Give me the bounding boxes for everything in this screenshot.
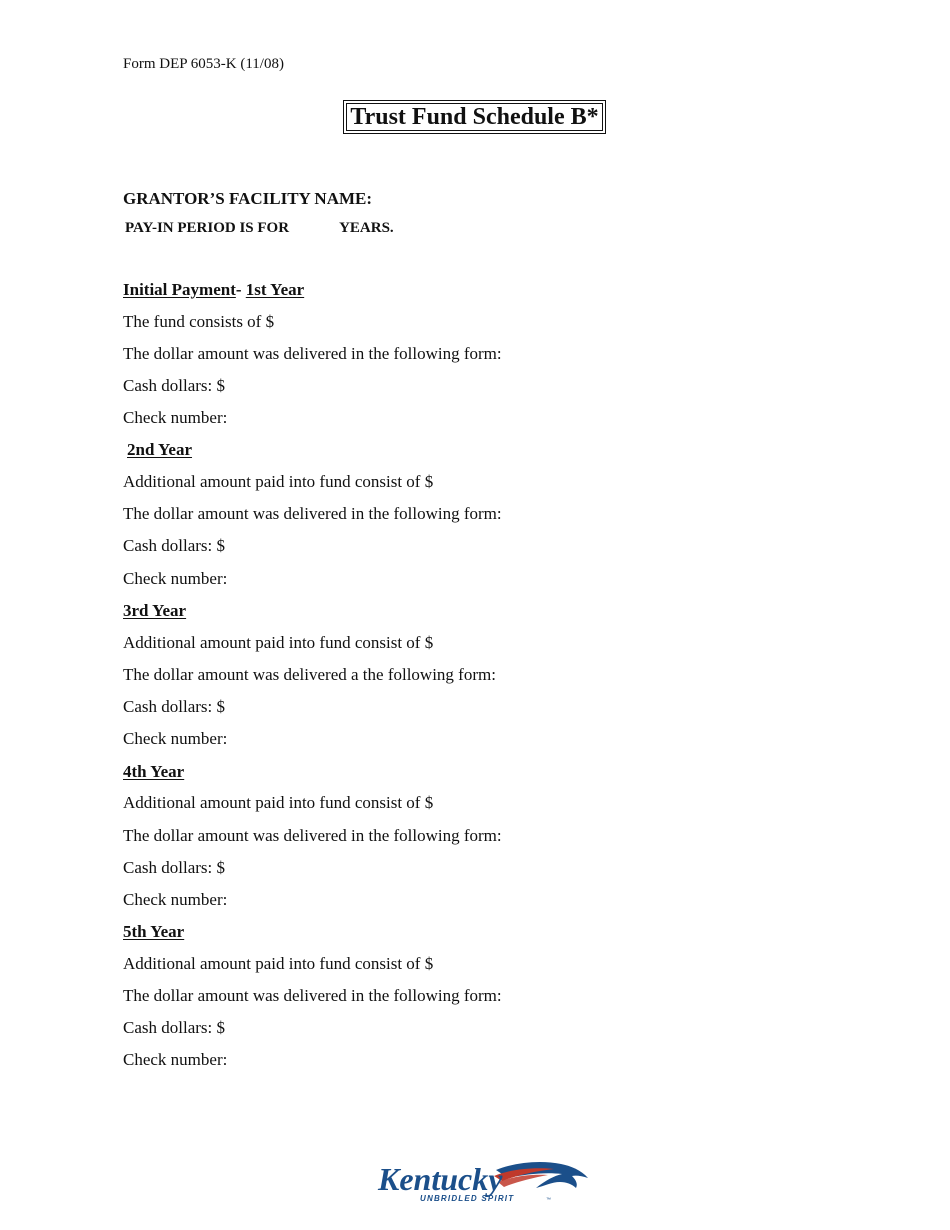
year3-heading — [123, 601, 186, 621]
year3-amount-line: Additional amount paid into fund consist of $ — [123, 633, 434, 652]
form-number: Form DEP 6053-K (11/08) — [123, 56, 284, 72]
logo-trademark: ™ — [546, 1197, 551, 1203]
page-title: Trust Fund Schedule B* — [350, 104, 599, 130]
payin-prefix: PAY-IN PERIOD IS FOR — [125, 220, 290, 236]
year5-check-line: Check number: — [123, 1050, 228, 1069]
year3-delivered-line: The dollar amount was delivered a the following form: — [123, 665, 496, 684]
year5-amount-line: Additional amount paid into fund consist of $ — [123, 954, 434, 973]
year3-heading-text: 3rd Year — [123, 601, 187, 620]
year2-cash-line: Cash dollars: $ — [123, 536, 225, 555]
initial-heading-b: 1st Year — [245, 280, 305, 299]
year3-cash-line: Cash dollars: $ — [123, 697, 225, 716]
year5-heading-text: 5th Year — [123, 922, 185, 941]
year4-delivered-line: The dollar amount was delivered in the following form: — [123, 826, 502, 845]
year4-heading — [123, 762, 184, 782]
initial-delivered-line: The dollar amount was delivered in the following form: — [123, 344, 502, 363]
title-box — [343, 100, 606, 134]
year3-check-line: Check number: — [123, 729, 228, 748]
year5-cash-line: Cash dollars: $ — [123, 1018, 225, 1037]
kentucky-logo — [376, 1156, 590, 1204]
initial-payment-heading — [123, 280, 304, 300]
year2-check-line: Check number: — [123, 569, 228, 588]
year5-heading — [123, 922, 184, 942]
year4-amount-line: Additional amount paid into fund consist of $ — [123, 793, 434, 812]
horse-head-icon — [494, 1162, 588, 1188]
initial-cash-line: Cash dollars: $ — [123, 376, 225, 395]
initial-check-line: Check number: — [123, 408, 228, 427]
year2-amount-line: Additional amount paid into fund consist of $ — [123, 472, 434, 491]
payin-period — [125, 220, 394, 237]
year4-check-line: Check number: — [123, 890, 228, 909]
initial-heading-a: Initial Payment — [123, 280, 236, 299]
initial-fund-line: The fund consists of $ — [123, 312, 275, 331]
payin-suffix: YEARS. — [339, 220, 394, 236]
year2-delivered-line: The dollar amount was delivered in the following form: — [123, 504, 502, 523]
logo-wordmark: Kentucky — [378, 1161, 503, 1197]
year4-heading-text: 4th Year — [123, 762, 185, 781]
initial-heading-sep: - — [235, 280, 242, 299]
year5-delivered-line: The dollar amount was delivered in the following form: — [123, 986, 502, 1005]
logo-tagline: UNBRIDLED SPIRIT — [420, 1194, 515, 1203]
year2-heading-text: 2nd Year — [127, 440, 193, 459]
year4-cash-line: Cash dollars: $ — [123, 858, 225, 877]
year2-heading — [127, 440, 192, 460]
facility-label: GRANTOR’S FACILITY NAME: — [123, 189, 373, 208]
